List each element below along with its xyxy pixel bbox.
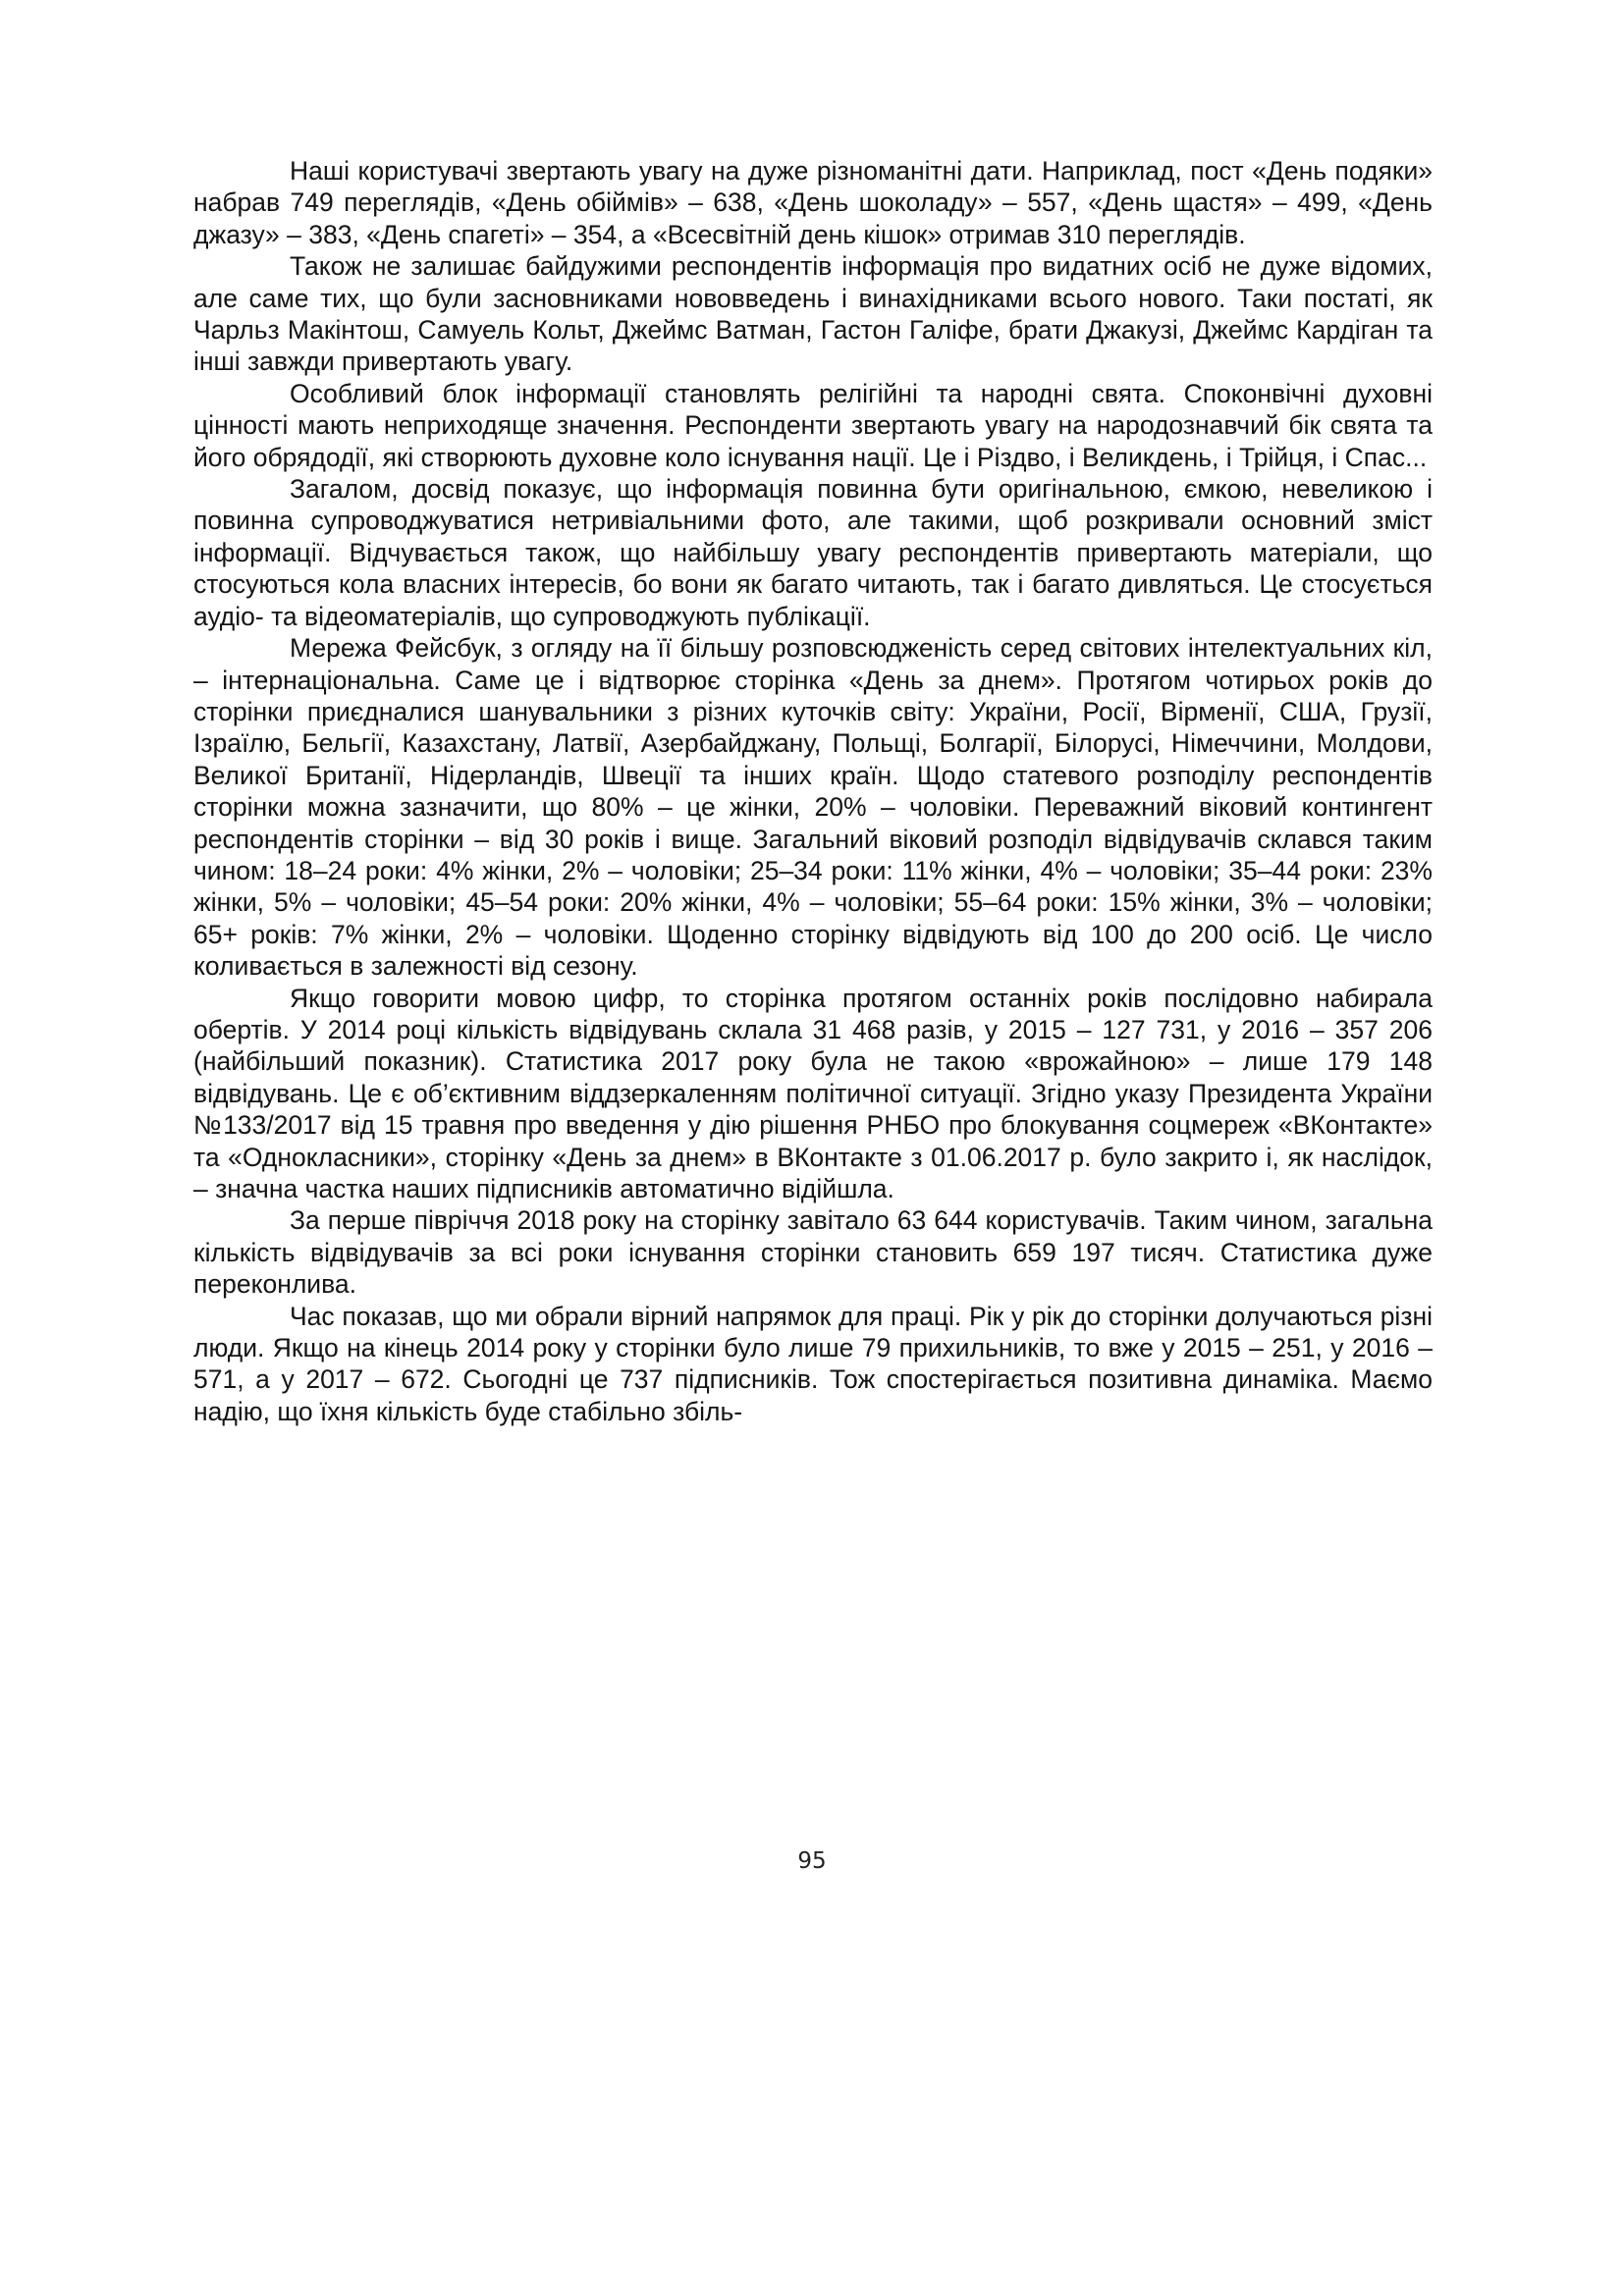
paragraph-visit-statistics: Якщо говорити мовою цифр, то сторінка протягом останніх років послідовно набирала обертів. У 2014 році кількість відвідувань склала 31 468 разів, у 2015 – 127 731, у 2016 – 357 206 (найбільший показник). Статистика 2017 року була не такою «врожайною» – лише 179 148 відвідувань. Це є об’єктивним віддзеркаленням політичної ситуації. Згідно указу Президента України №133/2017 від 15 травня про введення у дію рішення РНБО про блокування соцмереж «ВКонтакте» та «Однокласники», сторінку «День за днем» в ВКонтакте з 01.06.2017 р. було закрито і, як наслідок, – значна частка наших підписників автоматично відійшла. — [193, 983, 1433, 1203]
paragraph-half-year-2018: За перше півріччя 2018 року на сторінку завітало 63 644 користувачів. Таким чином, загальна кількість відвідувачів за всі роки існування сторінки становить 659 197 тисяч. Статистика дуже переконлива. — [193, 1205, 1433, 1300]
paragraph-subscribers-growth: Час показав, що ми обрали вірний напрямок для праці. Рік у рік до сторінки долучаються різні люди. Якщо на кінець 2014 року у сторінки було лише 79 прихильників, то вже у 2015 – 251, у 2016 – 571, а у 2017 – 672. Сьогодні це 737 підписників. Тож спостерігається позитивна динаміка. Маємо надію, що їхня кількість буде стабільно збіль- — [193, 1301, 1433, 1426]
paragraph-experience: Загалом, досвід показує, що інформація повинна бути оригінальною, ємкою, невеликою і повинна супроводжуватися нетривіальними фото, але такими, щоб розкривали основний зміст інформації. Відчувається також, що найбільшу увагу респондентів привертають матеріали, що стосуються кола власних інтересів, бо вони як багато читають, так і багато дивляться. Це стосується аудіо- та відеоматеріалів, що супроводжують публікації. — [193, 474, 1433, 631]
paragraph-facebook-audience: Мережа Фейсбук, з огляду на її більшу розповсюдженість серед світових інтелектуальних кіл, – інтернаціональна. Саме це і відтворює сторінка «День за днем». Протягом чотирьох років до сторінки приєдналися шанувальники з різних куточків світу: України, Росії, Вірменії, США, Грузії, Ізраїлю, Бельгії, Казахстану, Латвії, Азербайджану, Польщі, Болгарії, Білорусі, Німеччини, Молдови, Великої Британії, Нідерландів, Швеції та інших країн. Щодо статевого розподілу респондентів сторінки можна зазначити, що 80% – це жінки, 20% – чоловіки. Переважний віковий контингент респондентів сторінки – від 30 років і вище. Загальний віковий розподіл відвідувачів склався таким чином: 18–24 роки: 4% жінки, 2% – чоловіки; 25–34 роки: 11% жінки, 4% – чоловіки; 35–44 роки: 23% жінки, 5% – чоловіки; 45–54 роки: 20% жінки, 4% – чоловіки; 55–64 роки: 15% жінки, 3% – чоловіки; 65+ років: 7% жінки, 2% – чоловіки. Щоденно сторінку відвідують від 100 до 200 осіб. Це число коливається в залежності від сезону. — [193, 633, 1433, 982]
paragraph-inventors: Також не залишає байдужими респондентів інформація про видатних осіб не дуже відомих, але саме тих, що були засновниками нововведень і винахідниками всього нового. Таки постаті, як Чарльз Макінтош, Самуель Кольт, Джеймс Ватман, Гастон Галіфе, брати Джакузі, Джеймс Кардіган та інші завжди привертають увагу. — [193, 251, 1433, 377]
body-text — [193, 155, 1433, 1427]
page-number: 95 — [797, 1848, 827, 1874]
paragraph-holidays: Особливий блок інформації становлять релігійні та народні свята. Споконвічні духовні цінності мають неприходяще значення. Респонденти звертають увагу на народознавчий бік свята та його обрядодії, які створюють духовне коло існування нації. Це і Різдво, і Великдень, і Трійця, і Спас... — [193, 378, 1433, 472]
paragraph-dates: Наші користувачі звертають увагу на дуже різноманітні дати. Наприклад, пост «День подяки» набрав 749 переглядів, «День обіймів» – 638, «День шоколаду» – 557, «День щастя» – 499, «День джазу» – 383, «День спагеті» – 354, а «Всесвітній день кішок» отримав 310 переглядів. — [193, 156, 1433, 249]
